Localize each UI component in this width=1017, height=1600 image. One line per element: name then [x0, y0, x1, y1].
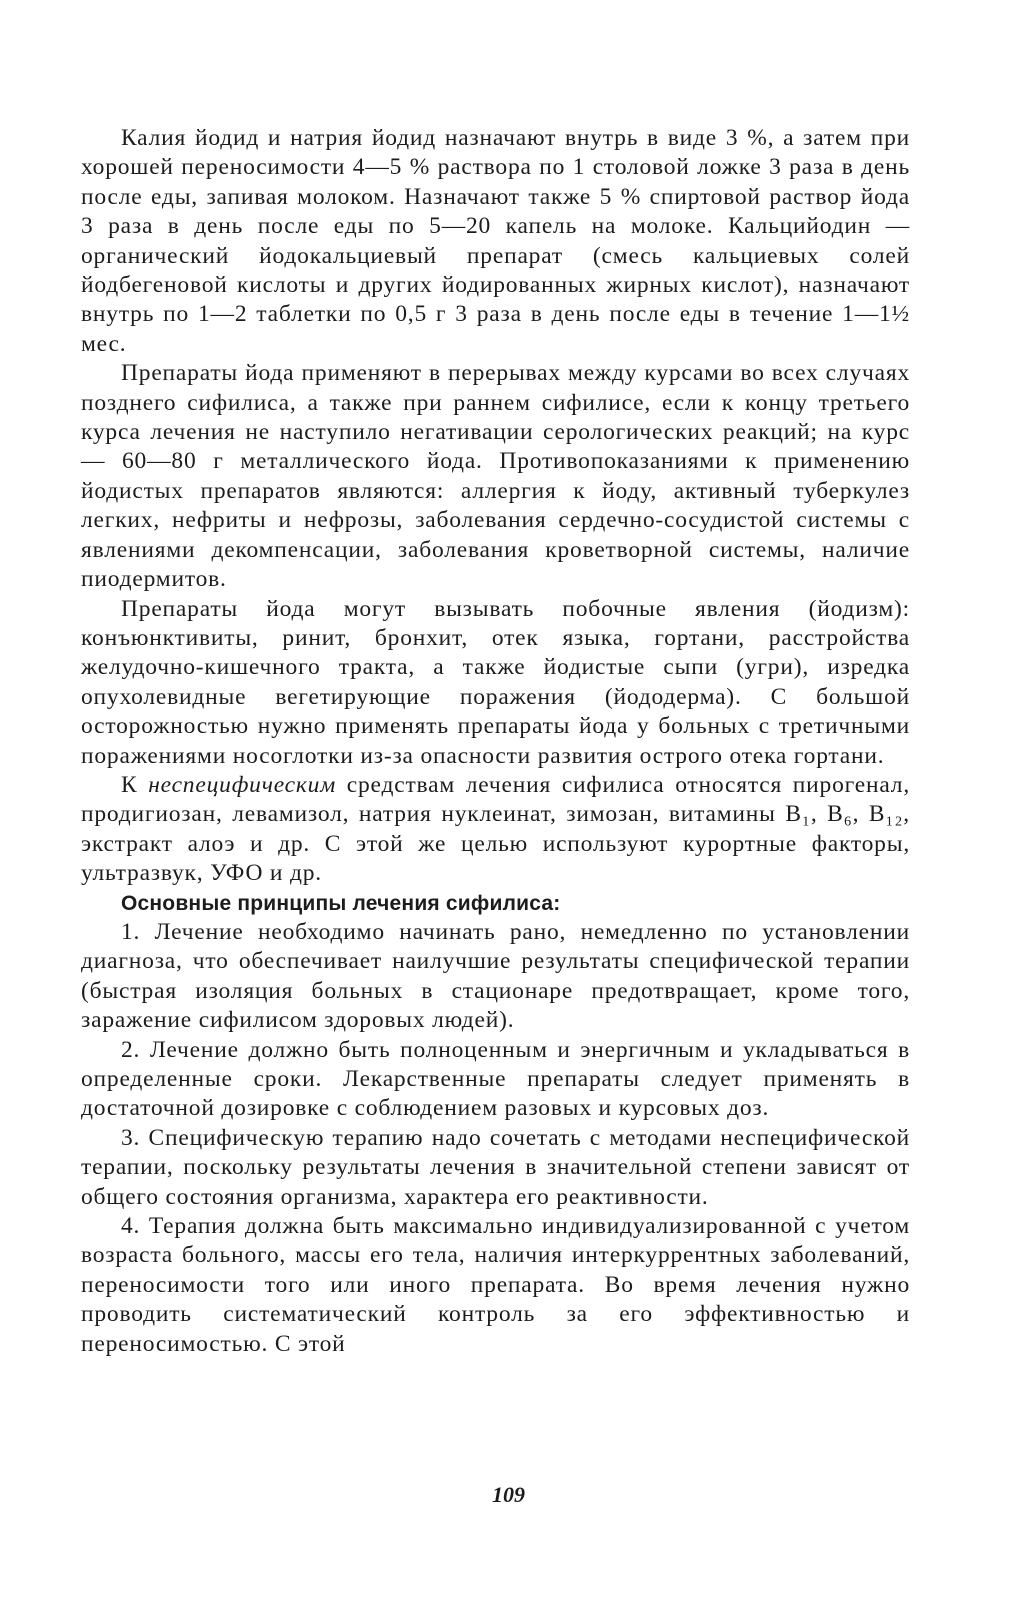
nonspecific-prefix: К: [121, 771, 149, 798]
nonspecific-rest: средствам лечения сифилиса относятся пирогенал, продигиозан, левамизол, натрия нуклеинат, зимозан, витамины B₁, B₆, B₁₂, экстракт алоэ и др. С этой же целью используют курортные факторы, ультразвук, УФО и др.: [81, 771, 910, 887]
paragraph-iodide-dosage: Калия йодид и натрия йодид назначают внутрь в виде 3 %, а затем при хорошей переносимости 4—5 % раствора по 1 столовой ложке 3 раза в день после еды, запивая молоком. Назначают также 5 % спиртовой раствор йода 3 раза в день после еды по 5—20 капель на молоке. Кальцийодин — органический йодокальциевый препарат (смесь кальциевых солей йодбегеновой кислоты и других йодированных жирных кислот), назначают внутрь по 1—2 таблетки по 0,5 г 3 раза в день после еды в течение 1—1½ мес.: [81, 125, 910, 357]
page-number: 109: [492, 1482, 525, 1507]
principle-item: 1. Лечение необходимо начинать рано, немедленно по установлении диагноза, что обеспечивает наилучшие результаты специфической терапии (быстрая изоляция больных в стационаре предотвращает, кроме того, заражение сифилисом здоровых людей).: [81, 918, 910, 1034]
paragraph-iodine-indications: Препараты йода применяют в перерывах между курсами во всех случаях позднего сифилиса, а также при раннем сифилисе, если к концу третьего курса лечения не наступило негативации серологических реакций; на курс — 60—80 г металлического йода. Противопоказаниями к применению йодистых препаратов являются: аллергия к йоду, активный туберкулез легких, нефриты и нефрозы, заболевания сердечно-сосудистой системы с явлениями декомпенсации, заболевания кроветворной системы, наличие пиодермитов.: [81, 360, 910, 593]
principle-item: 4. Терапия должна быть максимально индивидуализированной с учетом возраста больного, массы его тела, наличия интеркуррентных заболеваний, переносимости того или иного препарата. Во время лечения нужно проводить систематический контроль за его эффективностью и переносимостью. С этой: [81, 1213, 910, 1357]
paragraph-iodism-side-effects: Препараты йода могут вызывать побочные явления (йодизм): конъюнктивиты, ринит, бронхит, отек языка, гортани, расстройства желудочно-кишечного тракта, а также йодистые сыпи (угри), изредка опухолевидные вегетирующие поражения (йододерма). С большой осторожностью нужно применять препараты йода у больных с третичными поражениями носоглотки из-за опасности развития острого отека гортани.: [81, 595, 910, 769]
paragraph-nonspecific-treatment: [81, 771, 910, 889]
principle-item: 3. Специфическую терапию надо сочетать с методами неспецифической терапии, поскольку результаты лечения в значительной степени зависят от общего состояния организма, характера его реактивности.: [81, 1124, 910, 1210]
section-subheading: Основные принципы лечения сифилиса:: [121, 891, 561, 915]
body-text: [81, 124, 910, 1359]
principle-item: 2. Лечение должно быть полноценным и энергичным и укладываться в определенные сроки. Лекарственные препараты следует применять в достаточной дозировке с соблюдением разовых и курсовых доз.: [81, 1036, 910, 1122]
nonspecific-emphasis: неспецифическим: [148, 771, 337, 798]
